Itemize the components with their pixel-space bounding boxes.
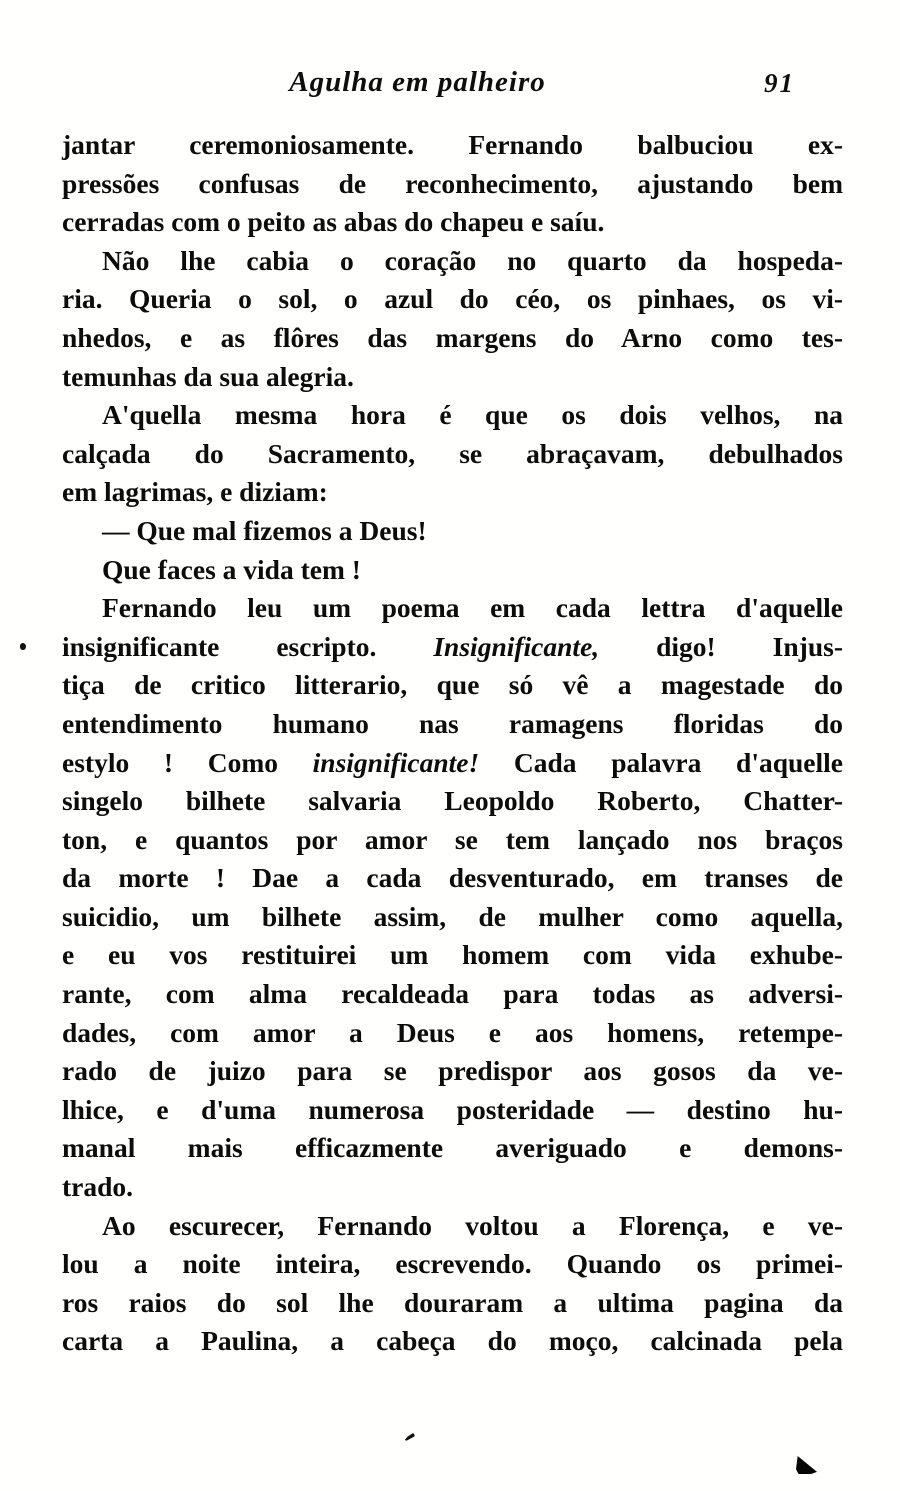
text-line [62, 1129, 843, 1168]
text-segment: temunhas da sua alegria. [62, 360, 354, 392]
text-line [62, 705, 843, 744]
text-line [62, 859, 843, 898]
text-line [62, 473, 843, 512]
text-line [62, 435, 843, 474]
text-line [62, 1322, 843, 1361]
text-line [62, 319, 843, 358]
italic-phrase: Insignificante, [433, 630, 600, 662]
text-segment: e eu vos restituirei um homem com vida exhube- [62, 939, 843, 971]
text-line [62, 744, 843, 783]
text-line [62, 1052, 843, 1091]
text-segment: A'quella mesma hora é que os dois velhos, na [102, 399, 843, 431]
text-line [62, 666, 843, 705]
text-segment: suicidio, um bilhete assim, de mulher como aquella, [62, 900, 843, 932]
text-segment: digo! Injus- [599, 630, 843, 662]
text-segment: Cada palavra d'aquelle [479, 746, 843, 778]
text-line [62, 396, 843, 435]
text-line [62, 126, 843, 165]
ink-speck [404, 1433, 416, 1442]
text-segment: singelo bilhete salvaria Leopoldo Roberto, Chatter- [62, 785, 843, 817]
text-segment: ria. Queria o sol, o azul do céo, os pinhaes, os vi- [62, 283, 843, 315]
text-segment: lou a noite inteira, escrevendo. Quando os primei- [62, 1248, 843, 1280]
text-segment: lhice, e d'uma numerosa posteridade — destino hu- [62, 1093, 843, 1125]
text-line [62, 1284, 843, 1323]
text-segment: ton, e quantos por amor se tem lançado nos braços [62, 823, 843, 855]
text-line [62, 782, 843, 821]
text-line [62, 1091, 843, 1130]
text-line [62, 1168, 843, 1207]
text-line [62, 512, 843, 551]
text-line [62, 936, 843, 975]
text-segment: da morte ! Dae a cada desventurado, em transes de [62, 862, 843, 894]
text-line [62, 1245, 843, 1284]
text-segment: jantar ceremoniosamente. Fernando balbuciou ex- [62, 129, 843, 160]
text-segment: trado. [62, 1171, 134, 1203]
text-line [62, 551, 843, 590]
text-segment: calçada do Sacramento, se abraçavam, debulhados [62, 437, 843, 469]
text-segment: dades, com amor a Deus e aos homens, retempe- [62, 1016, 843, 1048]
text-line [62, 203, 843, 242]
text-line [62, 821, 843, 860]
text-segment: em lagrimas, e diziam: [62, 476, 328, 508]
text-segment: carta a Paulina, a cabeça do moço, calcinada pela [62, 1325, 843, 1357]
text-segment: estylo ! Como [62, 746, 313, 778]
text-segment: — Que mal fizemos a Deus! [102, 514, 427, 546]
text-segment: ros raios do sol lhe douraram a ultima pagina da [62, 1286, 843, 1318]
text-line [62, 242, 843, 281]
text-segment: insignificante escripto. [62, 630, 434, 662]
text-line [62, 589, 843, 628]
text-segment: entendimento humano nas ramagens floridas do [62, 707, 843, 739]
text-segment: rante, com alma recaldeada para todas as adversi- [62, 978, 843, 1010]
text-line [62, 898, 843, 937]
page-header [62, 66, 843, 106]
text-line [62, 165, 843, 204]
text-line [62, 358, 843, 397]
italic-phrase: insignificante! [312, 746, 480, 778]
text-line [62, 280, 843, 319]
text-segment: manal mais efficazmente averiguado e demons- [62, 1132, 843, 1164]
text-segment: Não lhe cabia o coração no quarto da hospeda- [102, 244, 843, 276]
text-segment: Fernando leu um poema em cada lettra d'aquelle [102, 592, 843, 624]
text-line [62, 628, 843, 667]
text-line [62, 1207, 843, 1246]
text-block [62, 126, 843, 1361]
margin-dot-mark [20, 643, 26, 650]
page-number: 91 [764, 68, 795, 98]
text-segment: Ao escurecer, Fernando voltou a Florença, e ve- [102, 1209, 843, 1241]
text-segment: nhedos, e as flôres das margens do Arno como tes- [62, 321, 843, 353]
text-line [62, 1014, 843, 1053]
text-segment: pressões confusas de reconhecimento, ajustando bem [62, 167, 843, 199]
text-segment: Que faces a vida tem ! [102, 553, 361, 585]
text-segment: rado de juizo para se predispor aos gosos da ve- [62, 1055, 843, 1087]
text-segment: cerradas com o peito as abas do chapeu e saíu. [62, 206, 605, 238]
corner-ink-mark [796, 1456, 817, 1474]
text-line [62, 975, 843, 1014]
page-title: Agulha em palheiro [289, 66, 546, 98]
text-segment: tiça de critico litterario, que só vê a magestade do [62, 669, 843, 701]
